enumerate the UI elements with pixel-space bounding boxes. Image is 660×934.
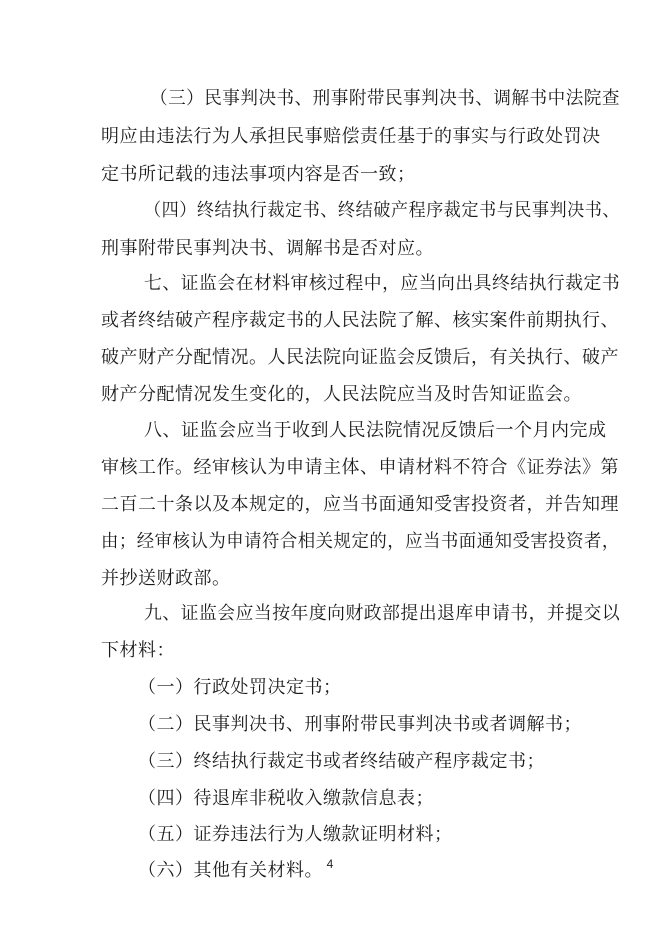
paragraph-line: 定书所记载的违法事项内容是否一致； <box>101 164 416 185</box>
paragraph-line: 破产财产分配情况。人民法院向证监会反馈后，有关执行、破产 <box>101 347 619 368</box>
list-item: （一）行政处罚决定书； <box>138 677 342 698</box>
paragraph-line: 七、证监会在材料审核过程中，应当向出具终结执行裁定书 <box>144 273 621 294</box>
paragraph-line: （四）终结执行裁定书、终结破产程序裁定书与民事判决书、 <box>144 200 621 221</box>
page-number: 4 <box>326 857 334 871</box>
paragraph-line: 八、证监会应当于收到人民法院情况反馈后一个月内完成 <box>144 420 607 441</box>
paragraph-line: 明应由违法行为人承担民事赔偿责任基于的事实与行政处罚决 <box>101 126 601 147</box>
paragraph-line: 审核工作。经审核认为申请主体、申请材料不符合《证券法》第 <box>101 457 619 478</box>
paragraph-line: 或者终结破产程序裁定书的人民法院了解、核实案件前期执行、 <box>101 310 619 331</box>
paragraph-line: 财产分配情况发生变化的，人民法院应当及时告知证监会。 <box>101 384 582 405</box>
paragraph-line: 并抄送财政部。 <box>101 568 231 589</box>
list-item: （五）证券违法行为人缴款证明材料； <box>138 824 453 845</box>
paragraph-line: 二百二十条以及本规定的，应当书面通知受害投资者，并告知理 <box>101 494 619 515</box>
paragraph-line: 下材料： <box>101 640 175 661</box>
list-item: （四）待退库非税收入缴款信息表； <box>138 788 434 809</box>
paragraph-line: 刑事附带民事判决书、调解书是否对应。 <box>101 238 434 259</box>
list-item: （三）终结执行裁定书或者终结破产程序裁定书； <box>138 751 545 772</box>
paragraph-line: 九、证监会应当按年度向财政部提出退库申请书，并提交以 <box>144 603 621 624</box>
paragraph-line: （三）民事判决书、刑事附带民事判决书、调解书中法院查 <box>150 88 620 109</box>
paragraph-line: 由；经审核认为申请符合相关规定的，应当书面通知受害投资者， <box>101 531 620 552</box>
list-item: （二）民事判决书、刑事附带民事判决书或者调解书； <box>138 714 582 735</box>
list-item: （六）其他有关材料。 <box>138 860 323 881</box>
